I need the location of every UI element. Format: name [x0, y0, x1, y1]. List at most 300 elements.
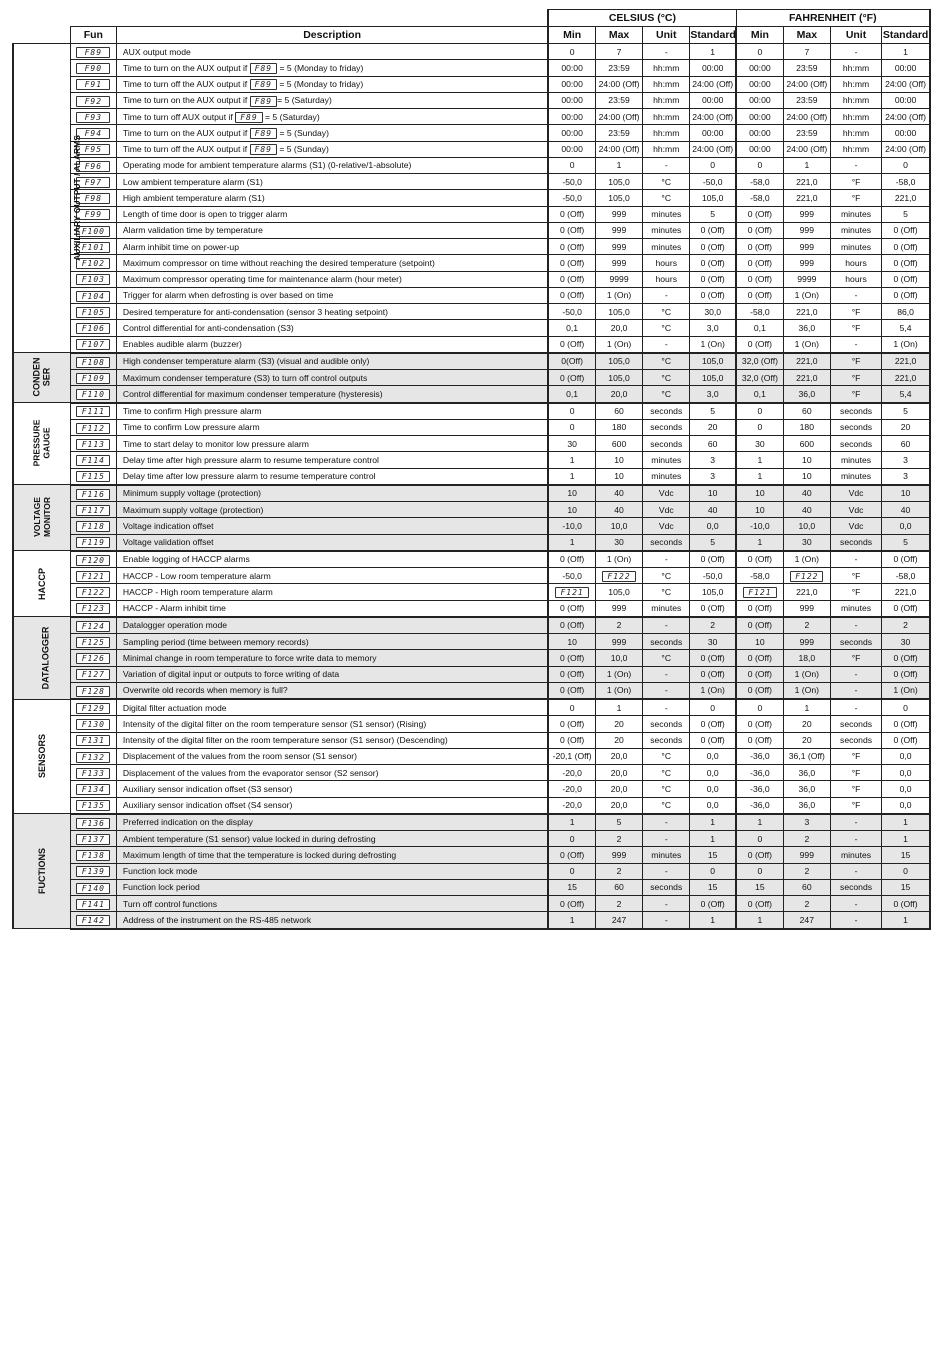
- celsius-unit-cell: hh:mm: [643, 141, 690, 157]
- description-text: Alarm inhibit time on power-up: [122, 241, 239, 252]
- fahrenheit-max-cell: 999: [783, 634, 830, 650]
- celsius-unit-cell: hh:mm: [643, 125, 690, 141]
- celsius-unit-cell: -: [643, 912, 690, 929]
- fahrenheit-max-cell: 1 (On): [783, 682, 830, 699]
- celsius-max-cell: 20,0: [595, 320, 642, 336]
- celsius-standard-cell: 0: [690, 157, 736, 173]
- celsius-standard-cell: 0 (Off): [690, 650, 736, 666]
- celsius-standard-cell: 24:00 (Off): [690, 109, 736, 125]
- group-label: SENSORS: [36, 734, 47, 779]
- celsius-min-cell: 0 (Off): [548, 222, 595, 238]
- celsius-standard-cell: 30: [690, 634, 736, 650]
- celsius-unit-cell: hh:mm: [643, 76, 690, 92]
- fahrenheit-min-cell: 0 (Off): [736, 255, 783, 271]
- celsius-standard-cell: 15: [690, 879, 736, 895]
- fahrenheit-max-cell: 1: [783, 699, 830, 716]
- fun-cell: [70, 353, 116, 370]
- table-row: [13, 353, 930, 370]
- celsius-max-cell: 9999: [595, 271, 642, 287]
- fahrenheit-max-cell: 999: [783, 222, 830, 238]
- fahrenheit-standard-cell: 0 (Off): [882, 666, 930, 682]
- celsius-max-cell: 999: [595, 222, 642, 238]
- celsius-unit-cell: hh:mm: [643, 60, 690, 76]
- fahrenheit-unit-cell: seconds: [830, 534, 881, 551]
- table-row: [13, 650, 930, 666]
- fahrenheit-max-cell: 23:59: [783, 60, 830, 76]
- function-code-display: F125: [76, 637, 110, 648]
- celsius-min-cell: 0 (Off): [548, 271, 595, 287]
- fahrenheit-min-cell: 0 (Off): [736, 732, 783, 748]
- celsius-max-cell: 20: [595, 716, 642, 732]
- description-text: = 5 (Monday to friday): [277, 62, 364, 73]
- fahrenheit-unit-cell: seconds: [830, 436, 881, 452]
- celsius-standard-cell: 0 (Off): [690, 287, 736, 303]
- fahrenheit-min-cell: 0 (Off): [736, 716, 783, 732]
- fun-cell: [70, 863, 116, 879]
- celsius-header: CELSIUS (°C): [548, 10, 736, 27]
- description-text: Time to turn on the AUX output if: [122, 95, 250, 106]
- function-code-display: F127: [76, 669, 110, 680]
- fahrenheit-min-cell: 00:00: [736, 125, 783, 141]
- celsius-unit-cell: -: [643, 157, 690, 173]
- fahrenheit-max-cell: 600: [783, 436, 830, 452]
- description-text: Time to confirm High pressure alarm: [122, 406, 262, 417]
- celsius-standard-cell: 1 (On): [690, 682, 736, 699]
- group-label: HACCP: [36, 567, 47, 600]
- description-cell: [116, 92, 548, 108]
- celsius-standard-cell: 0 (Off): [690, 666, 736, 682]
- fahrenheit-standard-cell: 0 (Off): [882, 650, 930, 666]
- description-cell: [116, 206, 548, 222]
- fahrenheit-standard-cell: 221,0: [882, 190, 930, 206]
- table-row: [13, 748, 930, 764]
- parameter-rows: [13, 44, 930, 929]
- description-text: Time to turn on the AUX output if: [122, 62, 250, 73]
- celsius-standard-cell: 1 (On): [690, 336, 736, 353]
- fahrenheit-max-cell: 999: [783, 239, 830, 255]
- table-row: [13, 239, 930, 255]
- celsius-unit-cell: minutes: [643, 222, 690, 238]
- fahrenheit-standard-cell: 30: [882, 634, 930, 650]
- description-cell: [116, 141, 548, 157]
- celsius-max-cell: 180: [595, 419, 642, 435]
- fun-cell: [70, 370, 116, 386]
- reference-function-code: F121: [743, 587, 776, 598]
- celsius-standard-cell: 0 (Off): [690, 551, 736, 568]
- fahrenheit-unit-cell: seconds: [830, 879, 881, 895]
- celsius-standard-cell: 5: [690, 403, 736, 420]
- description-cell: [116, 190, 548, 206]
- fahrenheit-standard-cell: 0,0: [882, 765, 930, 781]
- table-row: [13, 568, 930, 584]
- function-code-display: F92: [76, 96, 110, 107]
- celsius-standard-cell: 0,0: [690, 765, 736, 781]
- function-code-display: F132: [76, 752, 110, 763]
- function-code-display: F142: [76, 915, 110, 926]
- fahrenheit-unit-header: Unit: [830, 27, 881, 44]
- celsius-unit-cell: °C: [643, 386, 690, 403]
- fahrenheit-max-cell: 40: [783, 502, 830, 518]
- celsius-standard-cell: 0,0: [690, 518, 736, 534]
- description-cell: [116, 76, 548, 92]
- fun-cell: [70, 320, 116, 336]
- fahrenheit-max-cell: 221,0: [783, 190, 830, 206]
- celsius-min-cell: 0 (Off): [548, 650, 595, 666]
- description-text: Maximum length of time that the temperature is locked during defrosting: [122, 849, 397, 860]
- fahrenheit-unit-cell: -: [830, 44, 881, 60]
- description-text: Delay time after low pressure alarm to resume temperature control: [122, 471, 376, 482]
- description-text: Low ambient temperature alarm (S1): [122, 176, 263, 187]
- function-code-display: F128: [76, 686, 110, 697]
- function-code-display: F124: [76, 621, 110, 632]
- function-code-display: F122: [76, 587, 110, 598]
- fahrenheit-standard-cell: 0: [882, 157, 930, 173]
- fahrenheit-max-cell: 2: [783, 831, 830, 847]
- description-text: Time to turn on the AUX output if: [122, 127, 250, 138]
- description-text: Length of time door is open to trigger alarm: [122, 209, 288, 220]
- description-text: Trigger for alarm when defrosting is over based on time: [122, 290, 334, 301]
- fahrenheit-min-cell: 0 (Off): [736, 896, 783, 912]
- celsius-max-cell: 20: [595, 732, 642, 748]
- celsius-unit-cell: minutes: [643, 600, 690, 617]
- celsius-max-cell: 60: [595, 879, 642, 895]
- description-cell: [116, 353, 548, 370]
- parameter-sheet: [12, 9, 931, 930]
- description-cell: [116, 386, 548, 403]
- description-text: Ambient temperature (S1 sensor) value locked in during defrosting: [122, 833, 376, 844]
- fahrenheit-standard-cell: 0 (Off): [882, 287, 930, 303]
- fahrenheit-max-cell: 999: [783, 206, 830, 222]
- celsius-min-cell: 0: [548, 419, 595, 435]
- celsius-standard-cell: 24:00 (Off): [690, 141, 736, 157]
- fahrenheit-standard-cell: 0,0: [882, 748, 930, 764]
- celsius-standard-cell: 2: [690, 617, 736, 634]
- celsius-unit-cell: -: [643, 617, 690, 634]
- fahrenheit-standard-cell: 00:00: [882, 125, 930, 141]
- celsius-standard-cell: 105,0: [690, 190, 736, 206]
- celsius-unit-cell: °C: [643, 584, 690, 600]
- fahrenheit-max-cell: 36,0: [783, 797, 830, 814]
- celsius-min-cell: 1: [548, 534, 595, 551]
- celsius-max-cell: 1: [595, 699, 642, 716]
- fahrenheit-unit-cell: minutes: [830, 847, 881, 863]
- table-row: [13, 109, 930, 125]
- celsius-min-cell: 10: [548, 485, 595, 502]
- celsius-standard-cell: 0: [690, 699, 736, 716]
- fahrenheit-unit-cell: hours: [830, 271, 881, 287]
- celsius-unit-cell: hh:mm: [643, 109, 690, 125]
- fahrenheit-standard-cell: 0: [882, 699, 930, 716]
- celsius-min-cell: 30: [548, 436, 595, 452]
- fun-cell: [70, 534, 116, 551]
- description-cell: [116, 174, 548, 190]
- description-cell: [116, 436, 548, 452]
- fun-cell: [70, 336, 116, 353]
- fahrenheit-min-cell: -58,0: [736, 304, 783, 320]
- function-code-display: F114: [76, 455, 110, 466]
- function-code-display: F131: [76, 735, 110, 746]
- description-text: Desired temperature for anti-condensation (sensor 3 heating setpoint): [122, 306, 389, 317]
- table-row: [13, 436, 930, 452]
- description-text: = 5 (Saturday): [277, 95, 332, 106]
- fahrenheit-unit-cell: °F: [830, 320, 881, 336]
- fahrenheit-min-cell: 0: [736, 863, 783, 879]
- celsius-standard-cell: 10: [690, 485, 736, 502]
- celsius-min-header: Min: [548, 27, 595, 44]
- celsius-unit-cell: -: [643, 814, 690, 831]
- fahrenheit-header: FAHRENHEIT (°F): [736, 10, 930, 27]
- table-row: [13, 304, 930, 320]
- table-row: [13, 831, 930, 847]
- function-code-display: F89: [76, 47, 110, 58]
- description-text: Minimum supply voltage (protection): [122, 488, 261, 499]
- celsius-min-cell: -10,0: [548, 518, 595, 534]
- celsius-min-cell: 0 (Off): [548, 551, 595, 568]
- fahrenheit-min-cell: 00:00: [736, 141, 783, 157]
- celsius-max-cell: 1 (On): [595, 336, 642, 353]
- function-code-display: F119: [76, 537, 110, 548]
- function-code-display: F106: [76, 323, 110, 334]
- fahrenheit-max-cell: 247: [783, 912, 830, 929]
- celsius-min-cell: 0: [548, 699, 595, 716]
- celsius-max-cell: 10: [595, 452, 642, 468]
- fahrenheit-min-cell: 10: [736, 634, 783, 650]
- description-text: Displacement of the values from the room sensor (S1 sensor): [122, 751, 357, 762]
- function-code-display: F101: [76, 242, 110, 253]
- celsius-max-cell: 999: [595, 255, 642, 271]
- celsius-min-cell: 1: [548, 452, 595, 468]
- celsius-min-cell: 0 (Off): [548, 847, 595, 863]
- description-text: Displacement of the values from the evaporator sensor (S2 sensor): [122, 767, 379, 778]
- fahrenheit-standard-cell: 221,0: [882, 584, 930, 600]
- fahrenheit-standard-cell: -58,0: [882, 174, 930, 190]
- celsius-max-cell: 105,0: [595, 370, 642, 386]
- fahrenheit-unit-cell: °F: [830, 304, 881, 320]
- table-row: [13, 634, 930, 650]
- reference-function-code: F122: [602, 571, 635, 582]
- description-cell: [116, 634, 548, 650]
- fun-cell: [70, 797, 116, 814]
- fun-cell: [70, 765, 116, 781]
- description-cell: [116, 403, 548, 420]
- description-cell: [116, 617, 548, 634]
- fahrenheit-standard-cell: 0: [882, 863, 930, 879]
- celsius-unit-cell: -: [643, 44, 690, 60]
- table-row: [13, 468, 930, 485]
- celsius-unit-cell: Vdc: [643, 518, 690, 534]
- celsius-max-cell: 20,0: [595, 386, 642, 403]
- fun-cell: [70, 436, 116, 452]
- fahrenheit-max-cell: 1 (On): [783, 336, 830, 353]
- fahrenheit-min-cell: 0 (Off): [736, 287, 783, 303]
- fahrenheit-min-cell: 0 (Off): [736, 336, 783, 353]
- celsius-unit-cell: -: [643, 863, 690, 879]
- celsius-min-cell: 0: [548, 831, 595, 847]
- celsius-max-cell: 24:00 (Off): [595, 141, 642, 157]
- fahrenheit-min-cell: 0 (Off): [736, 551, 783, 568]
- function-code-display: F112: [76, 423, 110, 434]
- celsius-unit-cell: °C: [643, 781, 690, 797]
- celsius-standard-cell: 3: [690, 452, 736, 468]
- celsius-standard-cell: 1: [690, 912, 736, 929]
- celsius-standard-cell: 0,0: [690, 781, 736, 797]
- description-cell: [116, 287, 548, 303]
- celsius-max-cell: 20,0: [595, 748, 642, 764]
- fahrenheit-min-cell: 15: [736, 879, 783, 895]
- description-text: Minimal change in room temperature to force write data to memory: [122, 652, 377, 663]
- celsius-unit-cell: °C: [643, 748, 690, 764]
- celsius-standard-cell: 40: [690, 502, 736, 518]
- description-text: Time to turn off the AUX output if: [122, 79, 250, 90]
- celsius-min-cell: -20,0: [548, 797, 595, 814]
- celsius-min-cell: 0 (Off): [548, 682, 595, 699]
- celsius-min-cell: 0,1: [548, 320, 595, 336]
- fun-cell: [70, 502, 116, 518]
- celsius-standard-cell: 0 (Off): [690, 896, 736, 912]
- fahrenheit-min-cell: 0 (Off): [736, 600, 783, 617]
- table-row: [13, 682, 930, 699]
- fahrenheit-unit-cell: seconds: [830, 732, 881, 748]
- description-cell: [116, 468, 548, 485]
- description-cell: [116, 320, 548, 336]
- fahrenheit-unit-cell: -: [830, 682, 881, 699]
- fahrenheit-max-cell: 2: [783, 617, 830, 634]
- celsius-standard-cell: -50,0: [690, 568, 736, 584]
- fun-cell: [70, 60, 116, 76]
- fun-cell: [70, 814, 116, 831]
- function-code-display: F104: [76, 291, 110, 302]
- description-cell: [116, 879, 548, 895]
- celsius-max-cell: 999: [595, 634, 642, 650]
- description-text: Operating mode for ambient temperature alarms (S1) (0-relative/1-absolute): [122, 160, 412, 171]
- description-text: Maximum condenser temperature (S3) to turn off control outputs: [122, 372, 368, 383]
- celsius-max-cell: 105,0: [595, 174, 642, 190]
- fahrenheit-standard-cell: 221,0: [882, 370, 930, 386]
- celsius-unit-header: Unit: [643, 27, 690, 44]
- fahrenheit-standard-cell: 0 (Off): [882, 239, 930, 255]
- celsius-unit-cell: °C: [643, 568, 690, 584]
- fahrenheit-standard-cell: 1: [882, 912, 930, 929]
- table-row: [13, 551, 930, 568]
- fahrenheit-unit-cell: minutes: [830, 239, 881, 255]
- celsius-standard-cell: 0,0: [690, 748, 736, 764]
- fahrenheit-max-cell: 180: [783, 419, 830, 435]
- fahrenheit-max-header: Max: [783, 27, 830, 44]
- function-code-display: F109: [76, 373, 110, 384]
- fahrenheit-standard-cell: 0,0: [882, 781, 930, 797]
- fahrenheit-min-cell: 0 (Off): [736, 666, 783, 682]
- celsius-unit-cell: -: [643, 666, 690, 682]
- table-row: [13, 534, 930, 551]
- celsius-standard-cell: 24:00 (Off): [690, 76, 736, 92]
- table-row: [13, 287, 930, 303]
- fahrenheit-min-cell: 0 (Off): [736, 222, 783, 238]
- celsius-min-cell: 0,1: [548, 386, 595, 403]
- description-text: Digital filter actuation mode: [122, 702, 227, 713]
- fahrenheit-standard-header: Standard: [882, 27, 930, 44]
- fahrenheit-max-cell: 36,0: [783, 320, 830, 336]
- fun-cell: [70, 271, 116, 287]
- description-text: Intensity of the digital filter on the room temperature sensor (S1 sensor) (Rising): [122, 718, 427, 729]
- celsius-max-cell: 999: [595, 600, 642, 617]
- group-label-cell: [13, 44, 82, 353]
- description-cell: [116, 419, 548, 435]
- celsius-max-cell: 24:00 (Off): [595, 109, 642, 125]
- celsius-unit-cell: -: [643, 896, 690, 912]
- fahrenheit-standard-cell: 20: [882, 419, 930, 435]
- fahrenheit-max-cell: 23:59: [783, 92, 830, 108]
- celsius-max-cell: 30: [595, 534, 642, 551]
- celsius-max-cell: 20,0: [595, 765, 642, 781]
- function-code-display: F120: [76, 555, 110, 566]
- table-row: [13, 206, 930, 222]
- fun-cell: [70, 386, 116, 403]
- fahrenheit-unit-cell: Vdc: [830, 502, 881, 518]
- description-text: Maximum compressor on time without reaching the desired temperature (setpoint): [122, 257, 435, 268]
- fahrenheit-unit-cell: seconds: [830, 716, 881, 732]
- celsius-standard-cell: 0 (Off): [690, 255, 736, 271]
- description-cell: [116, 518, 548, 534]
- fahrenheit-unit-cell: °F: [830, 568, 881, 584]
- fahrenheit-max-cell: 221,0: [783, 584, 830, 600]
- fahrenheit-min-cell: -10,0: [736, 518, 783, 534]
- celsius-min-cell: -20,0: [548, 765, 595, 781]
- function-code-display: F102: [76, 258, 110, 269]
- celsius-standard-cell: 3: [690, 468, 736, 485]
- fahrenheit-max-cell: 999: [783, 255, 830, 271]
- fahrenheit-max-cell: 7: [783, 44, 830, 60]
- description-cell: [116, 336, 548, 353]
- function-code-display: F117: [76, 505, 110, 516]
- fun-cell: [70, 600, 116, 617]
- description-cell: [116, 485, 548, 502]
- fahrenheit-unit-cell: hh:mm: [830, 76, 881, 92]
- description-text: HACCP - High room temperature alarm: [122, 586, 273, 597]
- group-label: DATALOGGER: [40, 626, 51, 690]
- description-cell: [116, 60, 548, 76]
- celsius-standard-cell: 5: [690, 534, 736, 551]
- description-cell: [116, 847, 548, 863]
- fahrenheit-unit-cell: hh:mm: [830, 60, 881, 76]
- fahrenheit-min-cell: 0: [736, 403, 783, 420]
- fahrenheit-min-cell: -36,0: [736, 797, 783, 814]
- description-cell: [116, 699, 548, 716]
- description-text: Function lock mode: [122, 866, 198, 877]
- function-code-display: F136: [76, 818, 110, 829]
- description-cell: [116, 370, 548, 386]
- fahrenheit-min-cell: 00:00: [736, 92, 783, 108]
- fahrenheit-min-cell: 0,1: [736, 320, 783, 336]
- table-row: [13, 141, 930, 157]
- description-cell: [116, 584, 548, 600]
- description-cell: [116, 831, 548, 847]
- fun-cell: [70, 634, 116, 650]
- description-cell: [116, 534, 548, 551]
- fahrenheit-max-cell: 221,0: [783, 174, 830, 190]
- function-code-display: F99: [76, 209, 110, 220]
- fahrenheit-max-cell: 24:00 (Off): [783, 109, 830, 125]
- celsius-max-cell: 105,0: [595, 190, 642, 206]
- table-row: [13, 797, 930, 814]
- celsius-unit-cell: hours: [643, 255, 690, 271]
- celsius-max-cell: 10,0: [595, 518, 642, 534]
- celsius-max-cell: 105,0: [595, 584, 642, 600]
- table-row: [13, 716, 930, 732]
- table-row: [13, 125, 930, 141]
- fahrenheit-max-cell: 3: [783, 814, 830, 831]
- fahrenheit-min-cell: 0 (Off): [736, 206, 783, 222]
- celsius-min-cell: 0 (Off): [548, 206, 595, 222]
